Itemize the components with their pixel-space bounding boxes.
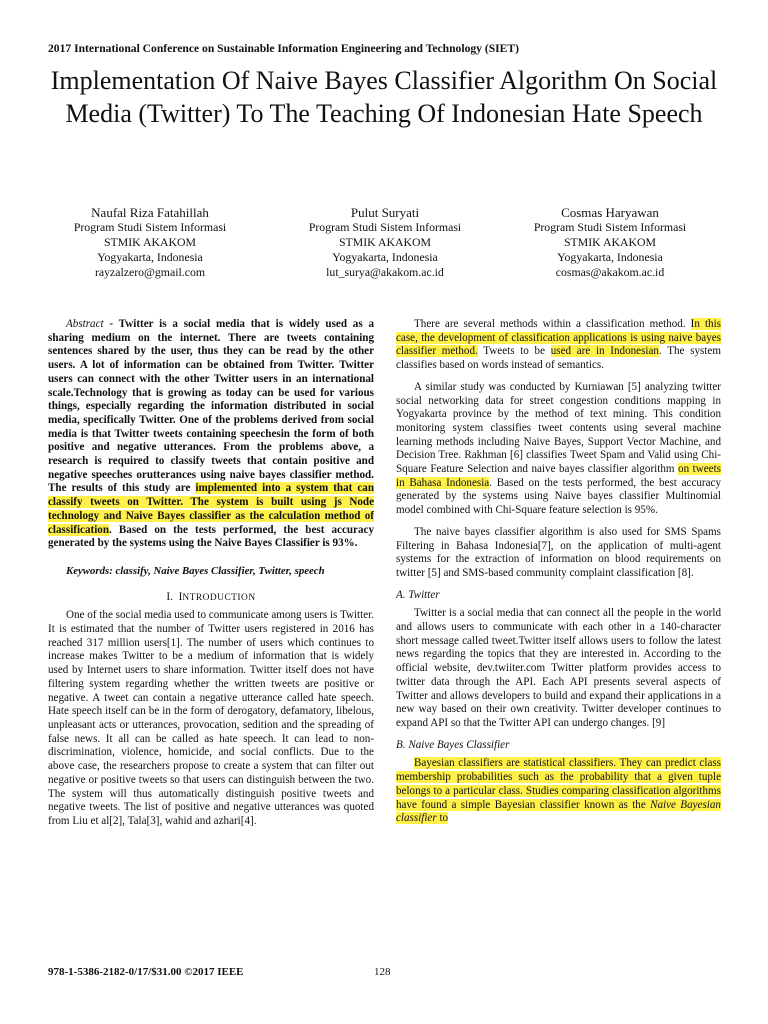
methods-paragraph — [396, 318, 721, 373]
highlight-italic: Naive Bayesian classifier — [396, 798, 721, 825]
author-city: Yogyakarta, Indonesia — [332, 250, 438, 264]
author-block-2 — [275, 205, 495, 280]
twitter-paragraph: Twitter is a social media that can connect all the people in the world and allows users to communicate with each other in a 140-character short message called tweet.Twitter itself allows users to follow the latest news regarding the topics that they are interested in. According to the official website, dev.twiiter.com Twitter platform provides access to twitter data through the API. Each API presents several aspects of Twitter and allows developers to build and expand their applications in a new way based on their own creativity. Twitter developer continues to expand API so that the Twitter API can undergo changes. [9] — [396, 607, 721, 729]
subsection-heading-twitter: A. Twitter — [396, 588, 440, 601]
author-dept: Program Studi Sistem Informasi — [73, 220, 227, 234]
text: Tweets to be — [477, 345, 551, 358]
left-column — [48, 318, 374, 837]
highlight: used are in Indonesian — [550, 345, 659, 358]
section-title-rest: NTRODUCTION — [182, 592, 256, 603]
abstract — [48, 318, 374, 551]
author-inst: STMIK AKAKOM — [338, 235, 432, 249]
section-heading-introduction — [48, 591, 374, 606]
intro-paragraph: One of the social media used to communicate among users is Twitter. It is estimated that the number of Twitter users registered in 2016 has reached 317 million users[1]. The number of users which continues to increase makes Twitter to be a medium of information that is widely used by Internet users to share information. Twitter itself does not have filtering system regarding whether the written tweets are positive or negative. A tweet can contain a negative utterance called hate speech. Hate speech itself can be in the form of derogatory, defamatory, libelous, unpleasant acts or utterances, provocation, sedition and the spreading of false news. It all can be called as hate speech. It can lead to non-discrimination, violence, homicide, and social conflicts. Due to the above case, the researchers propose to create a system that can filter out negative or positive tweets so that users can distinguish between the two. The system will thus automatically distinguish positive tweets and negative tweets. The list of positive and negative utterances was quoted from Liu et al[2], Tala[3], wahid and azhari[4]. — [48, 609, 374, 827]
text: . The system classifies based on words instead of semantics. — [396, 345, 721, 372]
author-name: Naufal Riza Fatahillah — [91, 205, 209, 220]
author-email[interactable]: cosmas@akakom.ac.id — [555, 265, 665, 279]
sms-paragraph: The naive bayes classifier algorithm is also used for SMS Spams Filtering in Bahasa Indonesia[7], on the application of multi-agent systems for the extraction of information on blood requirements on twitter [5] and SMS-based community complaint classification [8]. — [396, 525, 721, 579]
author-inst: STMIK AKAKOM — [563, 235, 657, 249]
naive-bayes-paragraph — [396, 757, 721, 826]
abstract-text-2: . Based on the tests performed, the best accuracy generated by the systems using the Naive Bayes Classifier is 93%. — [48, 523, 374, 550]
author-email[interactable]: lut_surya@akakom.ac.id — [326, 265, 444, 279]
author-inst: STMIK AKAKOM — [103, 235, 197, 249]
author-email[interactable]: rayzalzero@gmail.com — [94, 265, 206, 279]
keywords: Keywords: classify, Naive Bayes Classifier, Twitter, speech — [66, 564, 325, 577]
subsection-heading-naive-bayes: B. Naive Bayes Classifier — [396, 738, 510, 751]
author-city: Yogyakarta, Indonesia — [97, 250, 203, 264]
abstract-highlight: implemented into a system that can classify tweets on Twitter. The system is built using js Node technology and Naive Bayes classifier as the calculation method of classification — [48, 482, 374, 536]
abstract-dash: - — [103, 318, 119, 330]
highlight: In this case, the development of classification applications is using naive bayes classifier method. — [396, 318, 721, 358]
author-block-3 — [500, 205, 720, 280]
highlight: on tweets in Bahasa Indonesia — [396, 463, 721, 489]
text: . Based on the tests performed, the best accuracy generated by the systems using Naive bayes classifier Multinomial model combined with Chi-Square feature selection is 95%. — [396, 476, 722, 517]
author-city: Yogyakarta, Indonesia — [557, 250, 663, 264]
author-dept: Program Studi Sistem Informasi — [533, 220, 687, 234]
right-column — [396, 318, 721, 834]
abstract-label: Abstract — [66, 318, 104, 330]
related-work-paragraph — [396, 381, 721, 518]
highlight: to — [436, 812, 449, 825]
page-number: 128 — [374, 966, 391, 978]
footer-isbn: 978-1-5386-2182-0/17/$31.00 ©2017 IEEE — [48, 966, 244, 978]
text: There are several methods within a classification method. — [414, 318, 691, 330]
text: A similar study was conducted by Kurniawan [5] analyzing twitter social networking data for street congestion conditions mapping in Yogyakarta province by the method of text mining. This condition monitoring system classifies tweet contents using several machine learning methods including Naive Bayes, Support Vector Machine, and Decision Tree. Rakhman [6] classifies Tweet Spam and Valid using Chi-Square Feature Selection and naive bayes classifier algorithm — [396, 380, 721, 476]
conference-header: 2017 International Conference on Sustainable Information Engineering and Technology (SIET) — [48, 42, 520, 55]
author-dept: Program Studi Sistem Informasi — [308, 220, 462, 234]
highlight: Bayesian classifiers are statistical classifiers. They can predict class membership probabilities such as the probability that a given tuple belongs to a particular class. Studies comparing classification algorithms have found a simple Bayesian classifier known as the — [396, 757, 721, 811]
author-name: Cosmas Haryawan — [561, 205, 659, 220]
author-name: Pulut Suryati — [350, 205, 420, 220]
author-block-1 — [40, 205, 260, 280]
section-title-initial: I — [178, 590, 183, 603]
abstract-text-1: Twitter is a social media that is widely used as a sharing medium on the internet. There are tweets containing sentences shared by the user, thus they can be read by the other users. A lot of information can be obtained from Twitter. Twitter users can connect with the other Twitter users in an international scale.Technology that is growing as today can be used for various things, especially regarding the information distributed in social media, specifically Twitter. One of the problems derived from social media is that Twitter tweets containing speechesin the form of both positive and negative utterances. From the problems above, a research is required to classify tweets that contain positive and negative speeches orutterances using naive bayes classifier method. The results of this study are — [48, 318, 374, 495]
section-number: I. — [166, 590, 173, 603]
paper-title: Implementation Of Naive Bayes Classifier Algorithm On Social Media (Twitter) To The Teaching Of Indonesian Hate Speech — [50, 66, 718, 128]
